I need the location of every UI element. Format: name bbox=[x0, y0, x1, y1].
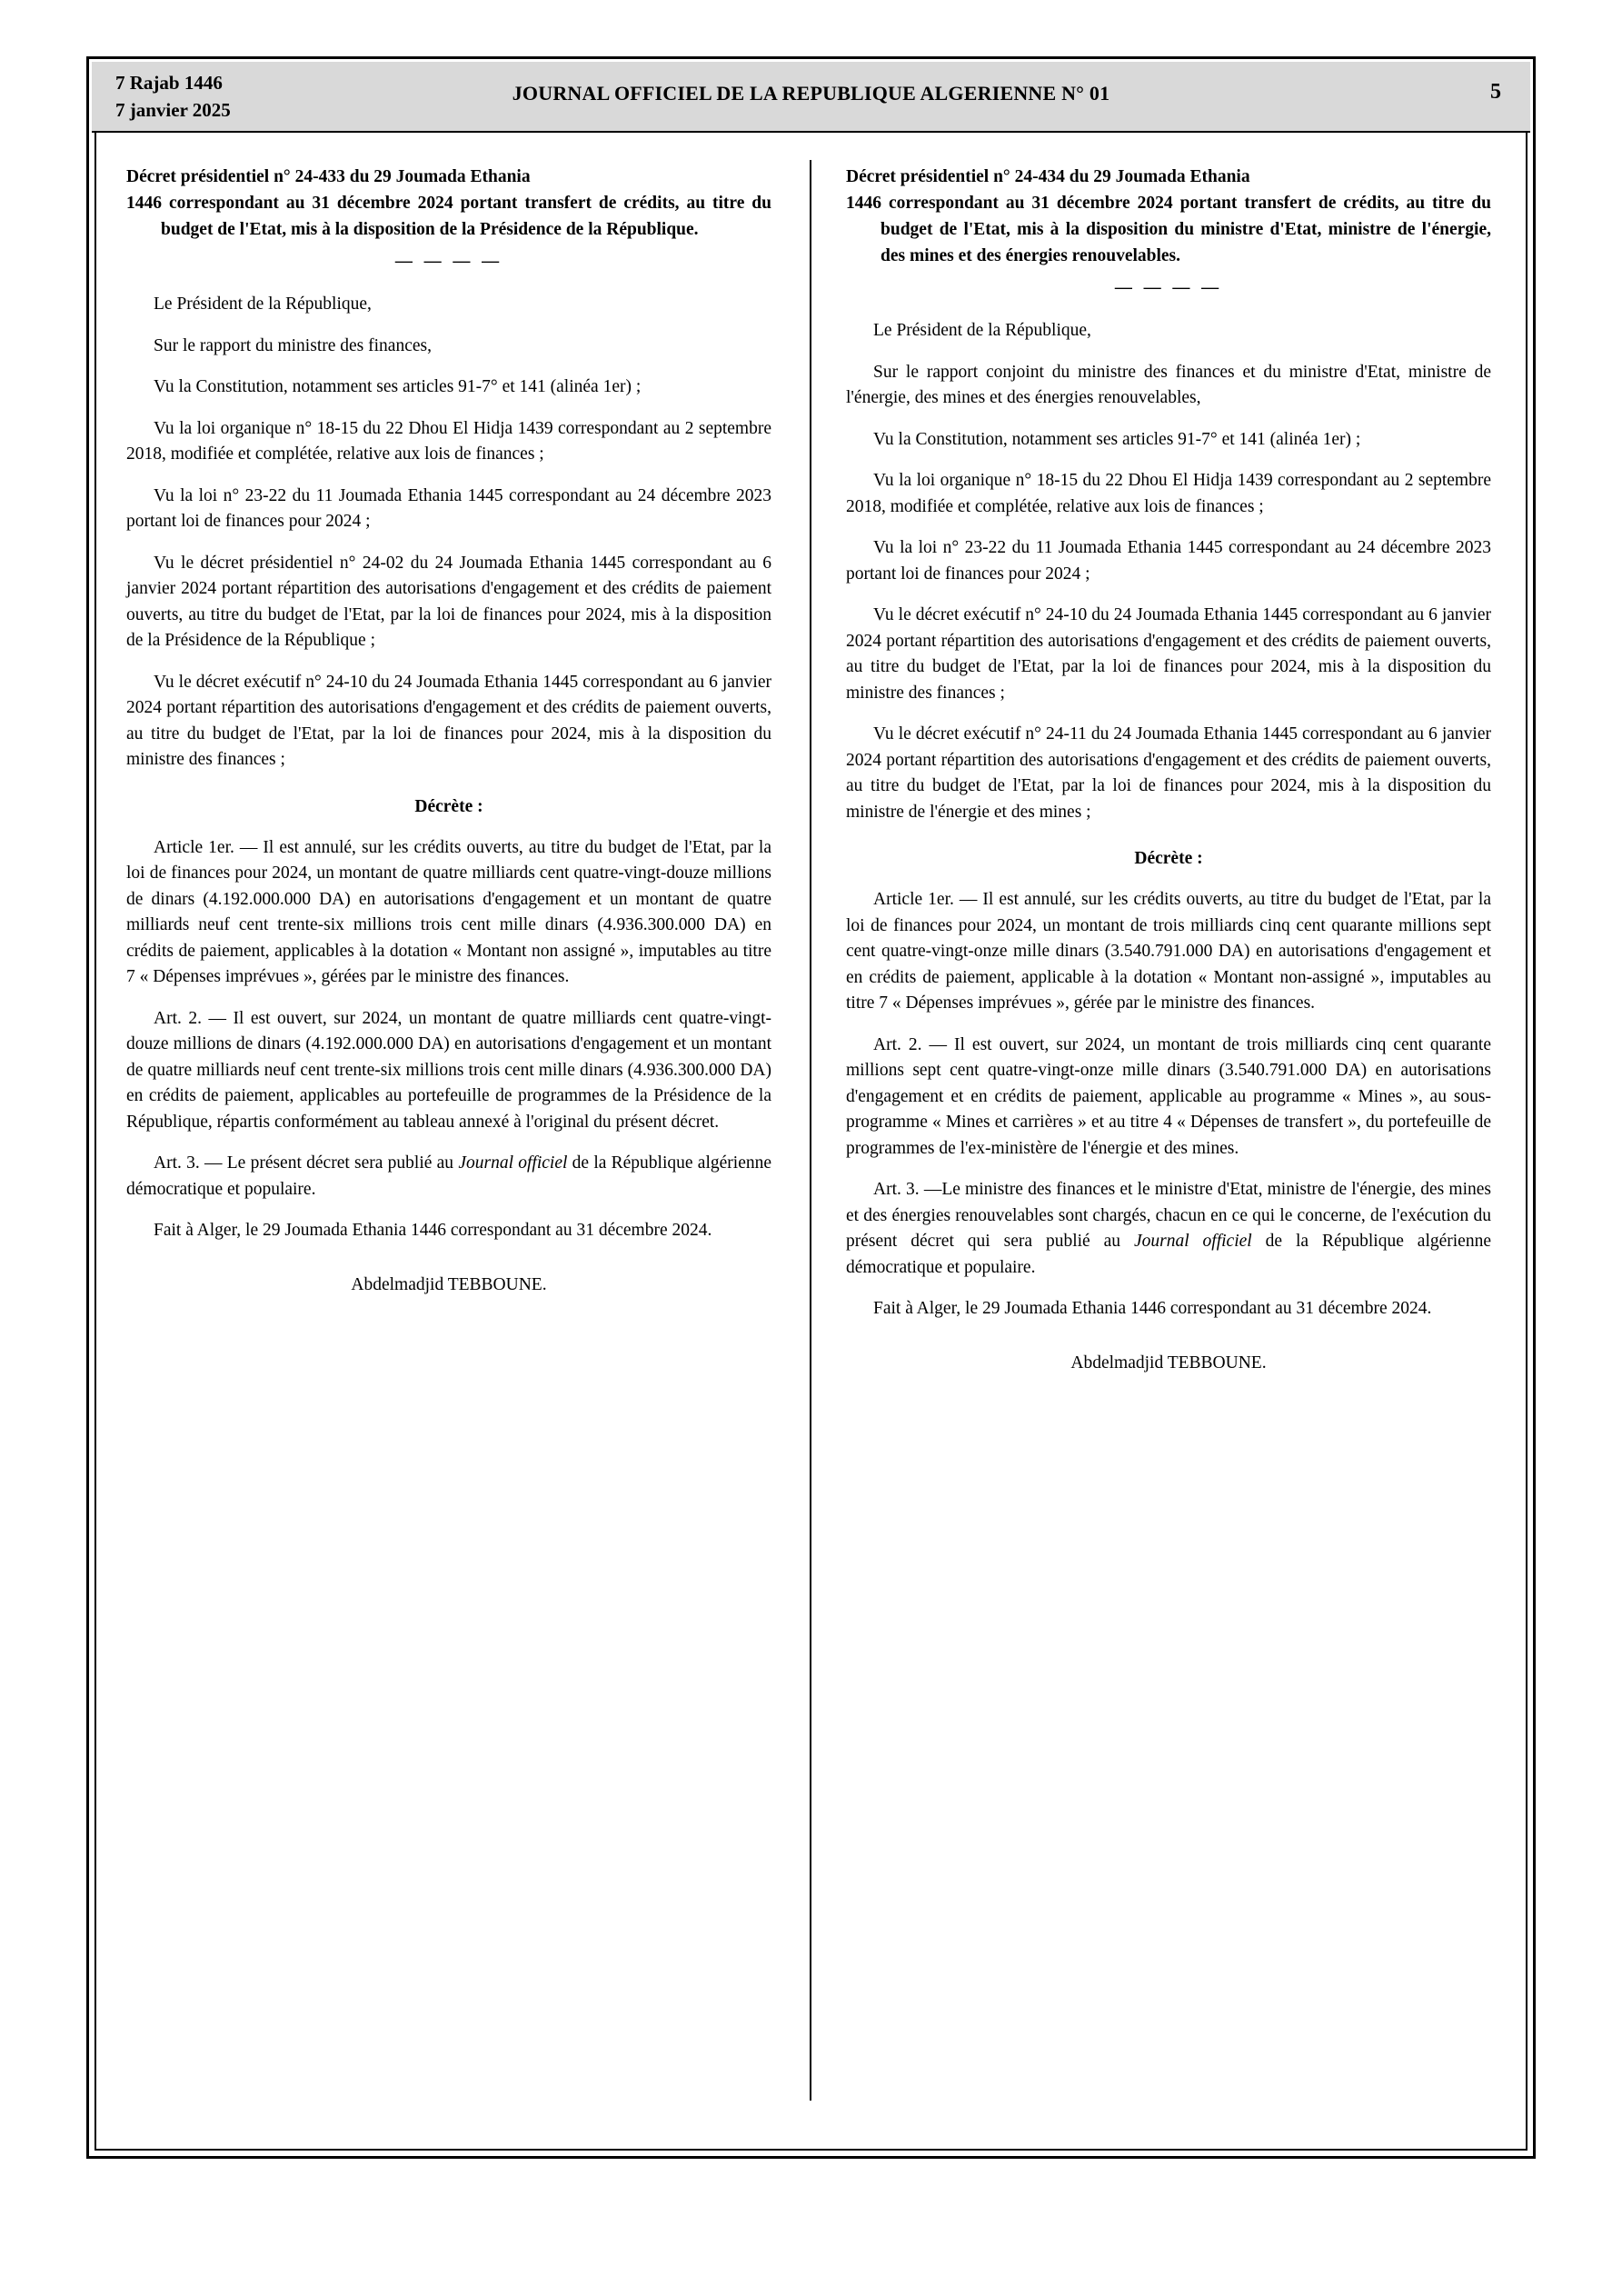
right-signature: Abdelmadjid TEBBOUNE. bbox=[1070, 1353, 1267, 1373]
left-paragraph-6: Vu le décret exécutif n° 24-10 du 24 Joumada Ethania 1445 correspondant au 6 janvier 2024 portant répartition des autorisations d'engagement et des crédits de paiement ouverts, au titre du budget de l'Etat, par la loi de finances pour 2024, mis à la disposition du ministre des finances ; bbox=[126, 672, 771, 769]
left-paragraph-5: Vu le décret présidentiel n° 24-02 du 24 Joumada Ethania 1445 correspondant au 6 janvier 2024 portant répartition des autorisations d'engagement et des crédits de paiement ouverts, au titre du budget de l'Etat, par la loi de finances pour 2024, mis à la disposition de la Présidence de la République ; bbox=[126, 553, 771, 650]
left-paragraph-0: Le Président de la République, bbox=[154, 294, 372, 314]
right-paragraph-6: Vu le décret exécutif n° 24-11 du 24 Joumada Ethania 1445 correspondant au 6 janvier 2024 portant répartition des autorisations d'engagement et des crédits de paiement ouverts, au titre du budget de l'Etat, par la loi de finances pour 2024, mis à la disposition du ministre de l'énergie et des mines ; bbox=[846, 724, 1491, 822]
left-decree-title bbox=[126, 164, 771, 243]
right-decree-title-line2: 1446 correspondant au 31 décembre 2024 portant transfert de crédits, au titre du budget de l'Etat, mis à la disposition du ministre d'Etat, ministre de l'énergie, des mines et des énergies renouvelables. bbox=[846, 194, 1491, 265]
right-paragraph-0: Le Président de la République, bbox=[873, 321, 1091, 340]
right-paragraph-4: Vu la loi n° 23-22 du 11 Joumada Ethania 1445 correspondant au 24 décembre 2023 portant loi de finances pour 2024 ; bbox=[846, 538, 1491, 584]
left-paragraph-4: Vu la loi n° 23-22 du 11 Joumada Ethania 1445 correspondant au 24 décembre 2023 portant loi de finances pour 2024 ; bbox=[126, 485, 771, 531]
header-gregorian-date: 7 janvier 2025 bbox=[115, 99, 231, 121]
page-header bbox=[92, 62, 1530, 133]
left-article-2: Art. 2. — Il est ouvert, sur 2024, un montant de quatre milliards cent quatre-vingt-douze millions de dinars (4.192.000.000 DA) en autorisations d'engagement et un montant de quatre milliards neuf cent trente-six millions trois cent mille dinars (4.936.300.000 DA) en crédits de paiement, applicables au portefeuille de programmes de la Présidence de la République, répartis conformément au tableau annexé à l'original du présent décret. bbox=[126, 1008, 771, 1132]
right-article-3-text-after: de la République algérienne démocratique et populaire. bbox=[846, 1232, 1491, 1277]
right-column bbox=[846, 164, 1491, 1373]
left-closing: Fait à Alger, le 29 Joumada Ethania 1446 correspondant au 31 décembre 2024. bbox=[154, 1221, 712, 1240]
header-hijri-date: 7 Rajab 1446 bbox=[115, 72, 223, 94]
right-article-1: Article 1er. — Il est annulé, sur les crédits ouverts, au titre du budget de l'Etat, par la loi de finances pour 2024, un montant de trois milliards cinq cent quarante millions sept cent quatre-vingt-onze mille dinars (3.540.791.000 DA) en autorisations d'engagement et en crédits de paiement, applicable à la dotation « Montant non-assigné », imputables au titre 7 « Dépenses imprévues », gérée par le ministre des finances. bbox=[846, 890, 1491, 1013]
left-paragraph-2: Vu la Constitution, notamment ses articles 91-7° et 141 (alinéa 1er) ; bbox=[154, 377, 642, 396]
right-article-2: Art. 2. — Il est ouvert, sur 2024, un montant de trois milliards cinq cent quarante millions sept cent quatre-vingt-onze mille dinars (3.540.791.000 DA) en autorisations d'engagement et en crédits de paiement, applicable au programme « Mines », au sous-programme « Mines et carrières » et au titre 4 « Dépenses de transfert », du portefeuille de programmes de l'ex-ministère de l'énergie et des mines. bbox=[846, 1034, 1491, 1158]
left-article-3-text-after: de la République algérienne démocratique et populaire. bbox=[126, 1153, 771, 1199]
right-decree-title-line1: Décret présidentiel n° 24-434 du 29 Joumada Ethania bbox=[846, 167, 1250, 186]
right-decrete-label: Décrète : bbox=[1134, 849, 1203, 868]
left-column bbox=[126, 164, 771, 1295]
left-article-3 bbox=[126, 1151, 771, 1203]
right-paragraph-5: Vu le décret exécutif n° 24-10 du 24 Joumada Ethania 1445 correspondant au 6 janvier 2024 portant répartition des autorisations d'engagement et des crédits de paiement ouverts, au titre du budget de l'Etat, par la loi de finances pour 2024, mis à la disposition du ministre des finances ; bbox=[846, 605, 1491, 703]
left-article-3-text-before: Art. 3. — Le présent décret sera publié au bbox=[154, 1153, 459, 1173]
page-body bbox=[92, 133, 1530, 2146]
right-title-separator: — — — — bbox=[1114, 278, 1223, 297]
left-article-1: Article 1er. — Il est annulé, sur les crédits ouverts, au titre du budget de l'Etat, par la loi de finances pour 2024, un montant de quatre milliards cent quatre-vingt-douze millions de dinars (4.192.000.000 DA) en autorisations d'engagement et un montant de quatre milliards neuf cent trente-six millions trois cent mille dinars (4.936.300.000 DA) en crédits de paiement, applicables à la dotation « Montant non assigné », imputables au titre 7 « Dépenses imprévues », gérées par le ministre des finances. bbox=[126, 837, 771, 986]
right-article-3-text-before: Art. 3. —Le ministre des finances et le ministre d'Etat, ministre de l'énergie, des mines et des énergies renouvelables sont chargés, chacun en ce qui le concerne, de l'exécution du présent décret qui sera publié au bbox=[846, 1180, 1491, 1251]
right-decree-title bbox=[846, 164, 1491, 269]
header-journal-title: JOURNAL OFFICIEL DE LA REPUBLIQUE ALGERIENNE N° 01 bbox=[512, 82, 1110, 105]
left-decree-title-line1: Décret présidentiel n° 24-433 du 29 Joumada Ethania bbox=[126, 167, 531, 186]
left-decrete-label: Décrète : bbox=[414, 796, 483, 816]
left-decree-title-line2: 1446 correspondant au 31 décembre 2024 portant transfert de crédits, au titre du budget de l'Etat, mis à la disposition de la Présidence de la République. bbox=[126, 194, 771, 239]
left-paragraph-3: Vu la loi organique n° 18-15 du 22 Dhou El Hidja 1439 correspondant au 2 septembre 2018, modifiée et complétée, relative aux lois de finances ; bbox=[126, 418, 771, 464]
right-closing: Fait à Alger, le 29 Joumada Ethania 1446 correspondant au 31 décembre 2024. bbox=[873, 1299, 1432, 1318]
right-paragraph-2: Vu la Constitution, notamment ses articles 91-7° et 141 (alinéa 1er) ; bbox=[873, 429, 1361, 449]
left-paragraph-1: Sur le rapport du ministre des finances, bbox=[154, 335, 432, 355]
right-article-3 bbox=[846, 1177, 1491, 1281]
right-paragraph-1: Sur le rapport conjoint du ministre des finances et du ministre d'Etat, ministre de l'énergie, des mines et des énergies renouvelables, bbox=[846, 362, 1491, 407]
right-article-3-italic: Journal officiel bbox=[1133, 1232, 1252, 1251]
left-signature: Abdelmadjid TEBBOUNE. bbox=[351, 1274, 547, 1294]
column-divider bbox=[810, 160, 811, 2101]
right-paragraph-3: Vu la loi organique n° 18-15 du 22 Dhou El Hidja 1439 correspondant au 2 septembre 2018, modifiée et complétée, relative aux lois de finances ; bbox=[846, 471, 1491, 516]
left-title-separator: — — — — bbox=[394, 252, 503, 271]
left-article-3-italic: Journal officiel bbox=[458, 1153, 568, 1173]
header-page-number: 5 bbox=[1490, 80, 1501, 104]
page-content bbox=[92, 62, 1530, 2153]
